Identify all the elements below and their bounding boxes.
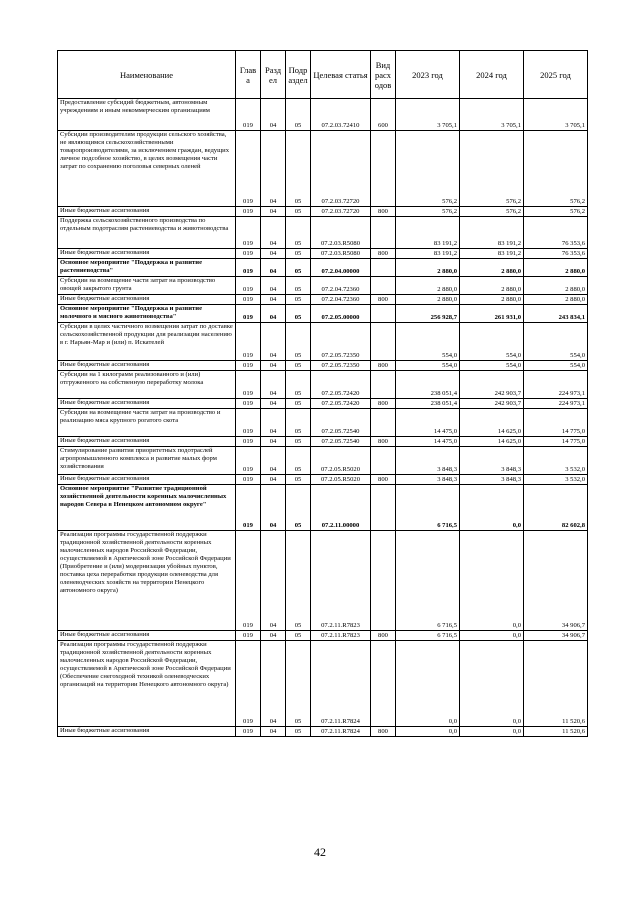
table-row (58, 217, 588, 249)
cell-r: 04 (261, 371, 286, 399)
cell-name: Субсидии производителям продукции сельского хозяйства, не являющимся сельскохозяйственными товаропроизводителями, за исключением граждан, ведущих личное подсобное хозяйство, в целях возмещения части затрат по сохранению поголовья северных оленей (58, 131, 236, 207)
cell-p: 05 (286, 249, 311, 259)
table-row (58, 371, 588, 399)
cell-name: Субсидии на возмещение части затрат на производство и реализацию мяса крупного рогатого скота (58, 409, 236, 437)
cell-p: 05 (286, 259, 311, 277)
cell-p: 05 (286, 99, 311, 131)
table-row (58, 641, 588, 727)
cell-v (371, 485, 396, 531)
cell-r: 04 (261, 99, 286, 131)
budget-table-container (57, 50, 587, 737)
cell-g: 019 (236, 207, 261, 217)
cell-name: Предоставление субсидий бюджетным, автономным учреждениям и иным некоммерческим организациям (58, 99, 236, 131)
cell-name: Иные бюджетные ассигнования (58, 475, 236, 485)
cell-g: 019 (236, 447, 261, 475)
cell-t: 07.2.03.R5080 (311, 249, 371, 259)
cell-v: 800 (371, 249, 396, 259)
table-row (58, 447, 588, 475)
cell-t: 07.2.04.72360 (311, 295, 371, 305)
page-number: 42 (314, 845, 326, 859)
cell-a: 14 475,0 (396, 409, 460, 437)
cell-t: 07.2.05.72540 (311, 437, 371, 447)
cell-r: 04 (261, 207, 286, 217)
cell-b: 242 903,7 (460, 371, 524, 399)
cell-c: 554,0 (524, 361, 588, 371)
cell-v (371, 259, 396, 277)
cell-name: Иные бюджетные ассигнования (58, 437, 236, 447)
table-row (58, 727, 588, 737)
cell-r: 04 (261, 131, 286, 207)
cell-p: 05 (286, 305, 311, 323)
cell-a: 576,2 (396, 207, 460, 217)
table-row (58, 409, 588, 437)
table-row (58, 305, 588, 323)
cell-c: 2 880,0 (524, 259, 588, 277)
cell-p: 05 (286, 437, 311, 447)
cell-r: 04 (261, 217, 286, 249)
cell-b: 576,2 (460, 207, 524, 217)
cell-c: 82 602,8 (524, 485, 588, 531)
cell-t: 07.2.05.72420 (311, 399, 371, 409)
cell-g: 019 (236, 399, 261, 409)
cell-p: 05 (286, 399, 311, 409)
cell-b: 2 880,0 (460, 295, 524, 305)
cell-v: 800 (371, 361, 396, 371)
cell-t: 07.2.05.72350 (311, 323, 371, 361)
cell-c: 2 880,0 (524, 277, 588, 295)
table-row (58, 437, 588, 447)
cell-name: Субсидии на 1 килограмм реализованного и (или) отгруженного на собственную переработку молока (58, 371, 236, 399)
cell-b: 242 903,7 (460, 399, 524, 409)
cell-t: 07.2.03.R5080 (311, 217, 371, 249)
cell-v (371, 217, 396, 249)
cell-t: 07.2.11.R7824 (311, 641, 371, 727)
cell-g: 019 (236, 485, 261, 531)
cell-b: 2 880,0 (460, 277, 524, 295)
cell-name: Иные бюджетные ассигнования (58, 361, 236, 371)
cell-c: 224 973,1 (524, 371, 588, 399)
cell-t: 07.2.04.00000 (311, 259, 371, 277)
cell-r: 04 (261, 447, 286, 475)
cell-p: 05 (286, 277, 311, 295)
cell-r: 04 (261, 399, 286, 409)
cell-p: 05 (286, 631, 311, 641)
cell-a: 554,0 (396, 323, 460, 361)
cell-name: Реализация программы государственной поддержки традиционной хозяйственной деятельности коренных малочисленных народов Российской Федерации, осуществляемой в Арктической зоне Российской Федерации (Обеспечение снегоходной техникой оленеводческих организаций на территории Ненецкого автономного округа) (58, 641, 236, 727)
cell-t: 07.2.05.72540 (311, 409, 371, 437)
cell-g: 019 (236, 371, 261, 399)
table-row (58, 249, 588, 259)
cell-t: 07.2.03.72720 (311, 131, 371, 207)
cell-r: 04 (261, 641, 286, 727)
cell-a: 6 716,5 (396, 485, 460, 531)
cell-r: 04 (261, 295, 286, 305)
cell-p: 05 (286, 409, 311, 437)
cell-c: 14 775,0 (524, 409, 588, 437)
header-2023: 2023 год (396, 51, 460, 99)
cell-a: 0,0 (396, 641, 460, 727)
cell-r: 04 (261, 305, 286, 323)
cell-name: Поддержка сельскохозяйственного производства по отдельным подотраслям растениеводства и животноводства (58, 217, 236, 249)
cell-b: 2 880,0 (460, 259, 524, 277)
cell-b: 0,0 (460, 727, 524, 737)
cell-g: 019 (236, 641, 261, 727)
cell-v: 800 (371, 437, 396, 447)
cell-v (371, 447, 396, 475)
cell-v: 800 (371, 295, 396, 305)
cell-b: 14 625,0 (460, 409, 524, 437)
cell-g: 019 (236, 727, 261, 737)
cell-a: 238 051,4 (396, 399, 460, 409)
cell-name: Основное мероприятие "Развитие традиционной хозяйственной деятельности коренных малочисленных народов Севера в Ненецком автономном округе" (58, 485, 236, 531)
cell-b: 3 848,3 (460, 447, 524, 475)
table-row (58, 399, 588, 409)
cell-g: 019 (236, 323, 261, 361)
cell-c: 576,2 (524, 131, 588, 207)
cell-t: 07.2.05.00000 (311, 305, 371, 323)
table-row (58, 323, 588, 361)
cell-a: 554,0 (396, 361, 460, 371)
table-row (58, 485, 588, 531)
header-vid: Вид расх одов (371, 51, 396, 99)
cell-a: 3 705,1 (396, 99, 460, 131)
cell-p: 05 (286, 531, 311, 631)
cell-p: 05 (286, 131, 311, 207)
cell-g: 019 (236, 295, 261, 305)
cell-v (371, 409, 396, 437)
budget-table (57, 50, 588, 737)
cell-p: 05 (286, 727, 311, 737)
cell-b: 261 931,0 (460, 305, 524, 323)
cell-c: 576,2 (524, 207, 588, 217)
cell-name: Иные бюджетные ассигнования (58, 631, 236, 641)
cell-v: 800 (371, 631, 396, 641)
cell-v: 800 (371, 475, 396, 485)
cell-c: 76 353,6 (524, 249, 588, 259)
cell-v (371, 323, 396, 361)
cell-a: 83 191,2 (396, 249, 460, 259)
table-row (58, 475, 588, 485)
cell-p: 05 (286, 371, 311, 399)
cell-p: 05 (286, 447, 311, 475)
cell-name: Иные бюджетные ассигнования (58, 399, 236, 409)
cell-a: 2 880,0 (396, 295, 460, 305)
header-name: Наименование (58, 51, 236, 99)
cell-g: 019 (236, 531, 261, 631)
cell-g: 019 (236, 631, 261, 641)
cell-v: 800 (371, 399, 396, 409)
cell-r: 04 (261, 727, 286, 737)
cell-g: 019 (236, 99, 261, 131)
cell-name: Иные бюджетные ассигнования (58, 295, 236, 305)
cell-b: 576,2 (460, 131, 524, 207)
table-row (58, 99, 588, 131)
cell-c: 2 880,0 (524, 295, 588, 305)
cell-c: 554,0 (524, 323, 588, 361)
cell-t: 07.2.11.R7824 (311, 727, 371, 737)
cell-name: Субсидии в целях частичного возмещения затрат по доставке сельскохозяйственной продукции для реализации населению в г. Нарьян-Мар и (или) п. Искателей (58, 323, 236, 361)
cell-g: 019 (236, 475, 261, 485)
cell-a: 14 475,0 (396, 437, 460, 447)
table-body (58, 99, 588, 737)
cell-r: 04 (261, 277, 286, 295)
cell-r: 04 (261, 531, 286, 631)
table-row (58, 277, 588, 295)
cell-g: 019 (236, 305, 261, 323)
cell-r: 04 (261, 249, 286, 259)
cell-p: 05 (286, 641, 311, 727)
cell-v (371, 277, 396, 295)
cell-r: 04 (261, 361, 286, 371)
cell-t: 07.2.11.00000 (311, 485, 371, 531)
cell-c: 76 353,6 (524, 217, 588, 249)
cell-c: 34 906,7 (524, 631, 588, 641)
cell-b: 0,0 (460, 531, 524, 631)
header-2025: 2025 год (524, 51, 588, 99)
table-row (58, 361, 588, 371)
cell-r: 04 (261, 323, 286, 361)
cell-b: 554,0 (460, 323, 524, 361)
header-glava: Глав а (236, 51, 261, 99)
cell-v (371, 305, 396, 323)
cell-c: 11 520,6 (524, 641, 588, 727)
cell-g: 019 (236, 249, 261, 259)
cell-g: 019 (236, 409, 261, 437)
cell-a: 238 051,4 (396, 371, 460, 399)
cell-b: 83 191,2 (460, 217, 524, 249)
table-header-row (58, 51, 588, 99)
cell-a: 3 848,3 (396, 447, 460, 475)
cell-b: 0,0 (460, 641, 524, 727)
cell-g: 019 (236, 437, 261, 447)
cell-c: 3 532,0 (524, 475, 588, 485)
cell-a: 83 191,2 (396, 217, 460, 249)
cell-name: Основное мероприятие "Поддержка и развитие молочного и мясного животноводства" (58, 305, 236, 323)
cell-p: 05 (286, 207, 311, 217)
cell-name: Иные бюджетные ассигнования (58, 249, 236, 259)
header-razdel: Разд ел (261, 51, 286, 99)
table-row (58, 259, 588, 277)
cell-c: 3 705,1 (524, 99, 588, 131)
cell-a: 6 716,5 (396, 531, 460, 631)
cell-g: 019 (236, 277, 261, 295)
cell-p: 05 (286, 323, 311, 361)
cell-a: 2 880,0 (396, 277, 460, 295)
cell-b: 3 705,1 (460, 99, 524, 131)
cell-name: Иные бюджетные ассигнования (58, 727, 236, 737)
table-row (58, 131, 588, 207)
cell-r: 04 (261, 485, 286, 531)
cell-a: 3 848,3 (396, 475, 460, 485)
cell-p: 05 (286, 361, 311, 371)
table-row (58, 295, 588, 305)
cell-t: 07.2.05.R5020 (311, 475, 371, 485)
cell-t: 07.2.11.R7823 (311, 631, 371, 641)
cell-b: 3 848,3 (460, 475, 524, 485)
cell-c: 3 532,0 (524, 447, 588, 475)
cell-c: 14 775,0 (524, 437, 588, 447)
cell-b: 14 625,0 (460, 437, 524, 447)
header-target: Целевая статья (311, 51, 371, 99)
cell-v: 800 (371, 207, 396, 217)
cell-p: 05 (286, 217, 311, 249)
cell-c: 11 520,6 (524, 727, 588, 737)
cell-name: Основное мероприятие "Поддержка и развитие растениеводства" (58, 259, 236, 277)
cell-a: 576,2 (396, 131, 460, 207)
cell-c: 34 906,7 (524, 531, 588, 631)
table-row (58, 531, 588, 631)
cell-name: Реализация программы государственной поддержки традиционной хозяйственной деятельности коренных малочисленных народов Российской Федерации, осуществляемой в Арктической зоне Российской Федерации (Приобретение и (или) модернизация убойных пунктов, поставка цеха переработки продукции оленеводства для оленеводческих хозяйств на территории Ненецкого автономного округа) (58, 531, 236, 631)
cell-g: 019 (236, 259, 261, 277)
cell-r: 04 (261, 259, 286, 277)
cell-name: Стимулирование развития приоритетных подотраслей агропромышленного комплекса и развитие малых форм хозяйствования (58, 447, 236, 475)
cell-t: 07.2.11.R7823 (311, 531, 371, 631)
header-2024: 2024 год (460, 51, 524, 99)
cell-c: 243 834,1 (524, 305, 588, 323)
cell-t: 07.2.03.72720 (311, 207, 371, 217)
cell-v (371, 131, 396, 207)
cell-g: 019 (236, 361, 261, 371)
cell-p: 05 (286, 295, 311, 305)
cell-v (371, 641, 396, 727)
cell-a: 256 928,7 (396, 305, 460, 323)
cell-b: 554,0 (460, 361, 524, 371)
cell-a: 2 880,0 (396, 259, 460, 277)
cell-p: 05 (286, 485, 311, 531)
cell-b: 0,0 (460, 631, 524, 641)
cell-v: 800 (371, 727, 396, 737)
cell-t: 07.2.03.72410 (311, 99, 371, 131)
cell-r: 04 (261, 437, 286, 447)
cell-c: 224 973,1 (524, 399, 588, 409)
cell-r: 04 (261, 409, 286, 437)
cell-name: Иные бюджетные ассигнования (58, 207, 236, 217)
cell-r: 04 (261, 631, 286, 641)
cell-g: 019 (236, 217, 261, 249)
cell-g: 019 (236, 131, 261, 207)
table-row (58, 207, 588, 217)
cell-v (371, 371, 396, 399)
cell-t: 07.2.05.R5020 (311, 447, 371, 475)
cell-t: 07.2.05.72420 (311, 371, 371, 399)
cell-v: 600 (371, 99, 396, 131)
cell-t: 07.2.04.72360 (311, 277, 371, 295)
header-podrazdel: Подр аздел (286, 51, 311, 99)
cell-r: 04 (261, 475, 286, 485)
table-row (58, 631, 588, 641)
cell-b: 0,0 (460, 485, 524, 531)
cell-a: 6 716,5 (396, 631, 460, 641)
cell-b: 83 191,2 (460, 249, 524, 259)
cell-a: 0,0 (396, 727, 460, 737)
cell-v (371, 531, 396, 631)
cell-p: 05 (286, 475, 311, 485)
cell-name: Субсидии на возмещение части затрат на производство овощей закрытого грунта (58, 277, 236, 295)
cell-t: 07.2.05.72350 (311, 361, 371, 371)
